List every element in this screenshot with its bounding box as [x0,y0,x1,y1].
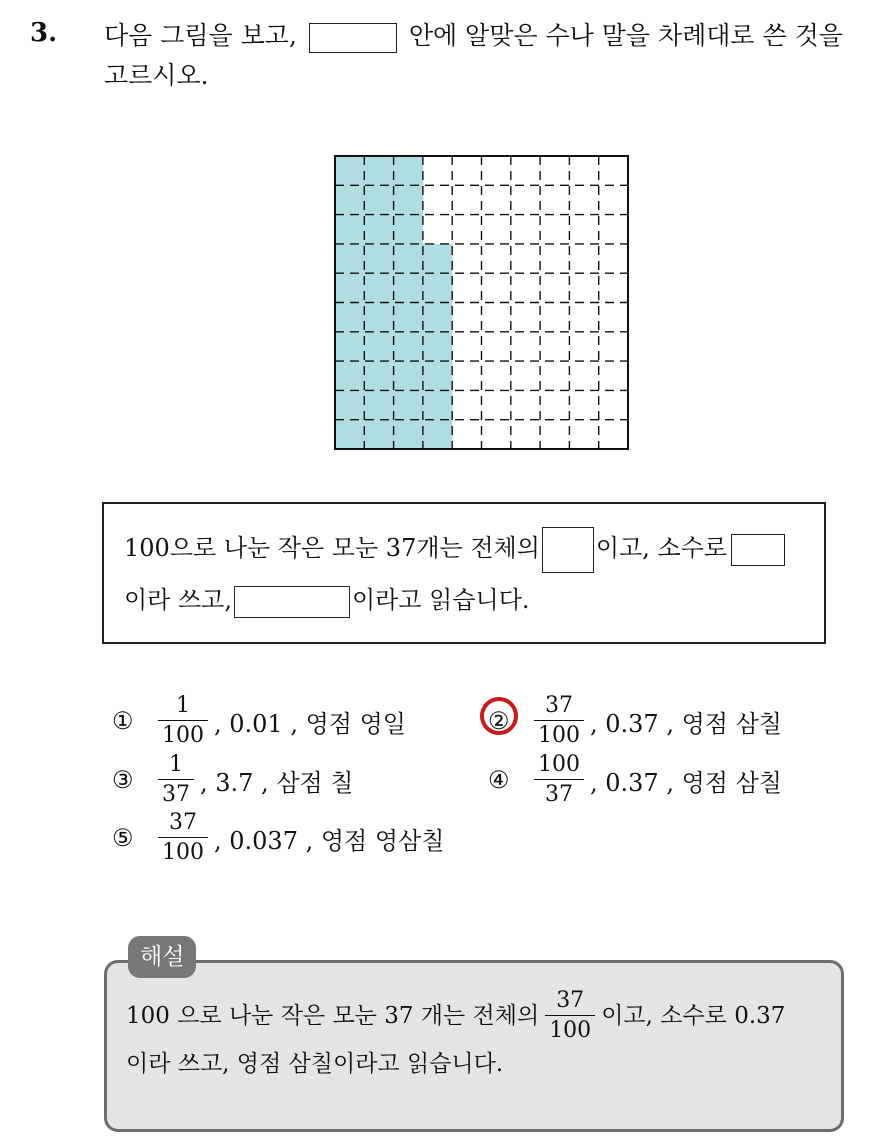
option-1-denominator: 100 [162,723,204,748]
explanation-line1-after: 이고, 소수로 0.37 [601,1003,786,1029]
option-4-marker: ④ [488,766,510,794]
option-4[interactable] [488,754,782,806]
selected-answer-circle [475,692,524,741]
option-5-denominator: 100 [162,840,204,865]
shaded-cell [364,273,394,303]
option-3-rest: , 3.7 , 삼점 칠 [200,768,354,797]
explanation-line-2 [126,1042,836,1086]
shaded-cell [335,156,365,186]
option-2-fraction [534,695,584,747]
passage-blank-fraction [542,527,594,573]
option-2-marker [488,707,528,735]
option-5-marker: ⑤ [112,824,134,852]
shaded-cell [335,185,365,215]
question-number: 3. [30,18,58,48]
shaded-cell [423,390,453,420]
shaded-cell [364,361,394,391]
shaded-cell [394,244,424,274]
option-5-rest: , 0.037 , 영점 영삼칠 [214,826,445,855]
explanation-denominator: 100 [549,1018,592,1043]
passage-part4: 이라고 읽습니다. [352,586,530,614]
shaded-cell [394,215,424,245]
option-2-numerator: 37 [545,693,573,718]
option-2-marker-text: ② [488,707,510,735]
option-5-fraction [158,812,208,864]
option-1-fraction [158,695,208,747]
question-text [104,16,874,96]
option-1-rest: , 0.01 , 영점 영일 [214,709,406,738]
question-text-part2: 안에 알맞은 수나 말을 차례대로 쓴 것을 [408,21,843,50]
passage-part1: 100으로 나눈 작은 모눈 37개는 전체의 [124,534,540,562]
passage-part3: 이라 쓰고, [124,586,232,614]
option-3-denominator: 37 [162,782,190,807]
shaded-cell [394,390,424,420]
shaded-cell [423,244,453,274]
question-blank-box [309,23,397,53]
shaded-cell [335,303,365,333]
shaded-cell [364,185,394,215]
shaded-cell [394,185,424,215]
explanation-line2: 이라 쓰고, 영점 삼칠이라고 읽습니다. [126,1051,504,1077]
fill-in-passage [102,502,826,644]
option-2-denominator: 100 [538,723,580,748]
shaded-cell [394,156,424,186]
shaded-cell [394,361,424,391]
option-3[interactable] [112,754,354,806]
passage-line-2 [124,574,824,626]
passage-line-1 [124,522,824,574]
explanation-text [126,990,836,1086]
explanation-line1-before: 100 으로 나눈 작은 모눈 37 개는 전체의 [126,1003,540,1029]
question-text-part1: 다음 그림을 보고, [104,21,297,50]
option-5-numerator: 37 [169,810,197,835]
passage-part2: 이고, 소수로 [595,534,728,562]
shaded-cell [423,332,453,362]
option-2-rest: , 0.37 , 영점 삼칠 [590,709,782,738]
shaded-cell [364,390,394,420]
option-1-numerator: 1 [176,693,190,718]
shaded-cell [364,244,394,274]
option-3-fraction [158,754,194,806]
shaded-cell [364,215,394,245]
explanation-label: 해설 [128,936,196,978]
option-4-fraction [534,754,584,806]
shaded-cell [423,273,453,303]
option-4-denominator: 37 [545,782,573,807]
shaded-cell [335,273,365,303]
shaded-cell [394,332,424,362]
option-2[interactable] [488,695,782,747]
shaded-cell [394,273,424,303]
shaded-cell [423,361,453,391]
shaded-cell [335,215,365,245]
shaded-cell [335,361,365,391]
shaded-cell [335,390,365,420]
option-1-marker: ① [112,707,134,735]
option-3-marker: ③ [112,766,134,794]
explanation-numerator: 37 [556,988,585,1013]
shaded-cell [335,244,365,274]
option-4-numerator: 100 [538,752,580,777]
passage-blank-decimal [731,534,785,566]
option-3-numerator: 1 [169,752,183,777]
explanation-fraction [545,990,595,1042]
explanation-line-1 [126,990,836,1042]
shaded-cell [364,332,394,362]
question-text-line2: 고르시오. [104,61,209,90]
option-4-rest: , 0.37 , 영점 삼칠 [590,768,782,797]
hundred-grid [334,155,629,450]
option-1[interactable] [112,695,406,747]
shaded-cell [364,156,394,186]
shaded-cell [335,332,365,362]
passage-blank-reading [234,586,350,618]
option-5[interactable] [112,812,444,864]
shaded-cell [394,420,424,450]
shaded-cell [423,420,453,450]
hundred-grid-figure [334,155,629,450]
shaded-cell [423,303,453,333]
shaded-cell [394,303,424,333]
shaded-cell [364,420,394,450]
shaded-cell [364,303,394,333]
shaded-cell [335,420,365,450]
